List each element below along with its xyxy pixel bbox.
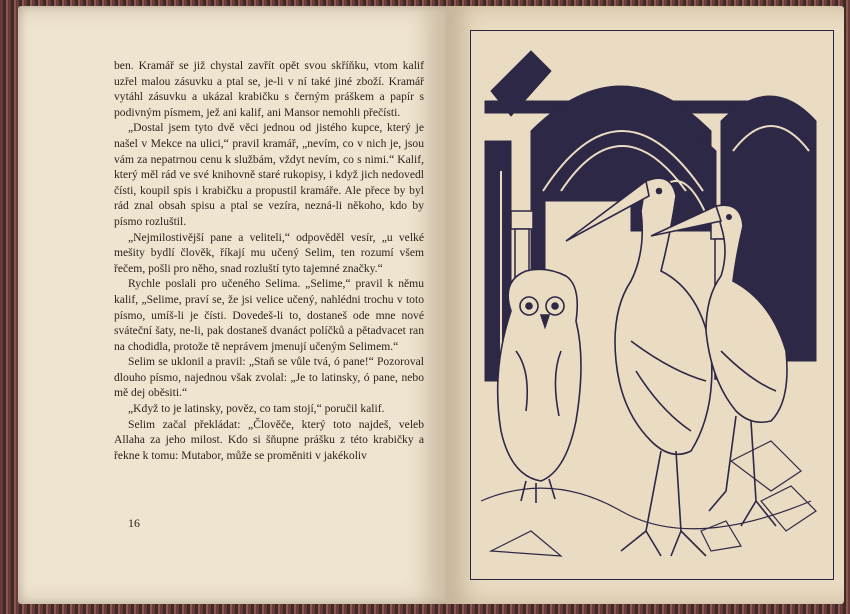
paragraph: „Dostal jsem tyto dvě věci jednou od jistého kupce, který je našel v Mekce na ulici,“ pravil kramář, „nevím, co v nich je, jsou vám za nepatrnou cenu k službám, vždyt nevím, co s nimi.“ Kalif, který měl rád ve své knihovně staré rukopisy, i když jich nedovedl čísti, koupil spis i krabičku a propustil kramáře. Ale přece by byl rád znal obsah spisu a ptal se vezíra, nezná-li někoho, kdo by písmo rozluštil.: [114, 121, 424, 228]
paragraph: „Nejmilostivější pane a veliteli,“ odpověděl vesír, „u velké mešity bydlí člověk, říkají mu učený Selim, ten rozumí všem řečem, pošli pro něho, snad rozluští tyto tajemné značky.“: [114, 230, 424, 275]
page-number: 16: [128, 516, 140, 530]
body-text: [114, 58, 424, 463]
paragraph: ben. Kramář se již chystal zavřít opět svou skříňku, vtom kalif uzřel malou zásuvku a ptal se, je-li v ní také jiné zboží. Kramář vytáhl zásuvku a ukázal krabičku s černým práškem a papír s podivným písmem, jež ani kalif, ani Mansor nemohli přečísti.: [114, 59, 424, 119]
paragraph: Selim se uklonil a pravil: „Staň se vůle tvá, ó pane!“ Pozoroval dlouho písmo, najednou však zvolal: „Je to latinsky, ó pane, nebo mě dej oběsiti.“: [114, 355, 424, 400]
paragraph: Rychle poslali pro učeného Selima. „Selime,“ pravil k němu kalif, „Selime, praví se, že jsi velice učený, nahlédni trochu v toto písmo, umíš-li je čísti. Dovedeš-li to, dostaneš ode mne nové sváteční šaty, ne-li, pak dostaneš dvanáct políčků a pětadvacet ran na chodidla, protože tě neprávem jmenují učeným Selimem.“: [114, 277, 424, 353]
illustration-frame: [470, 30, 834, 580]
left-page: [18, 6, 446, 604]
paragraph: Selim začal překládat: „Člověče, který toto najdeš, veleb Allaha za jeho milost. Kdo si šňupne prášku z této krabičky a řekne k tomu: Mutabor, může se proměniti v jakékoliv: [114, 417, 424, 462]
storks-and-owl-illustration: [471, 31, 832, 578]
right-page: [446, 6, 844, 604]
paragraph: „Když to je latinsky, pověz, co tam stojí,“ poručil kalif.: [128, 402, 385, 416]
